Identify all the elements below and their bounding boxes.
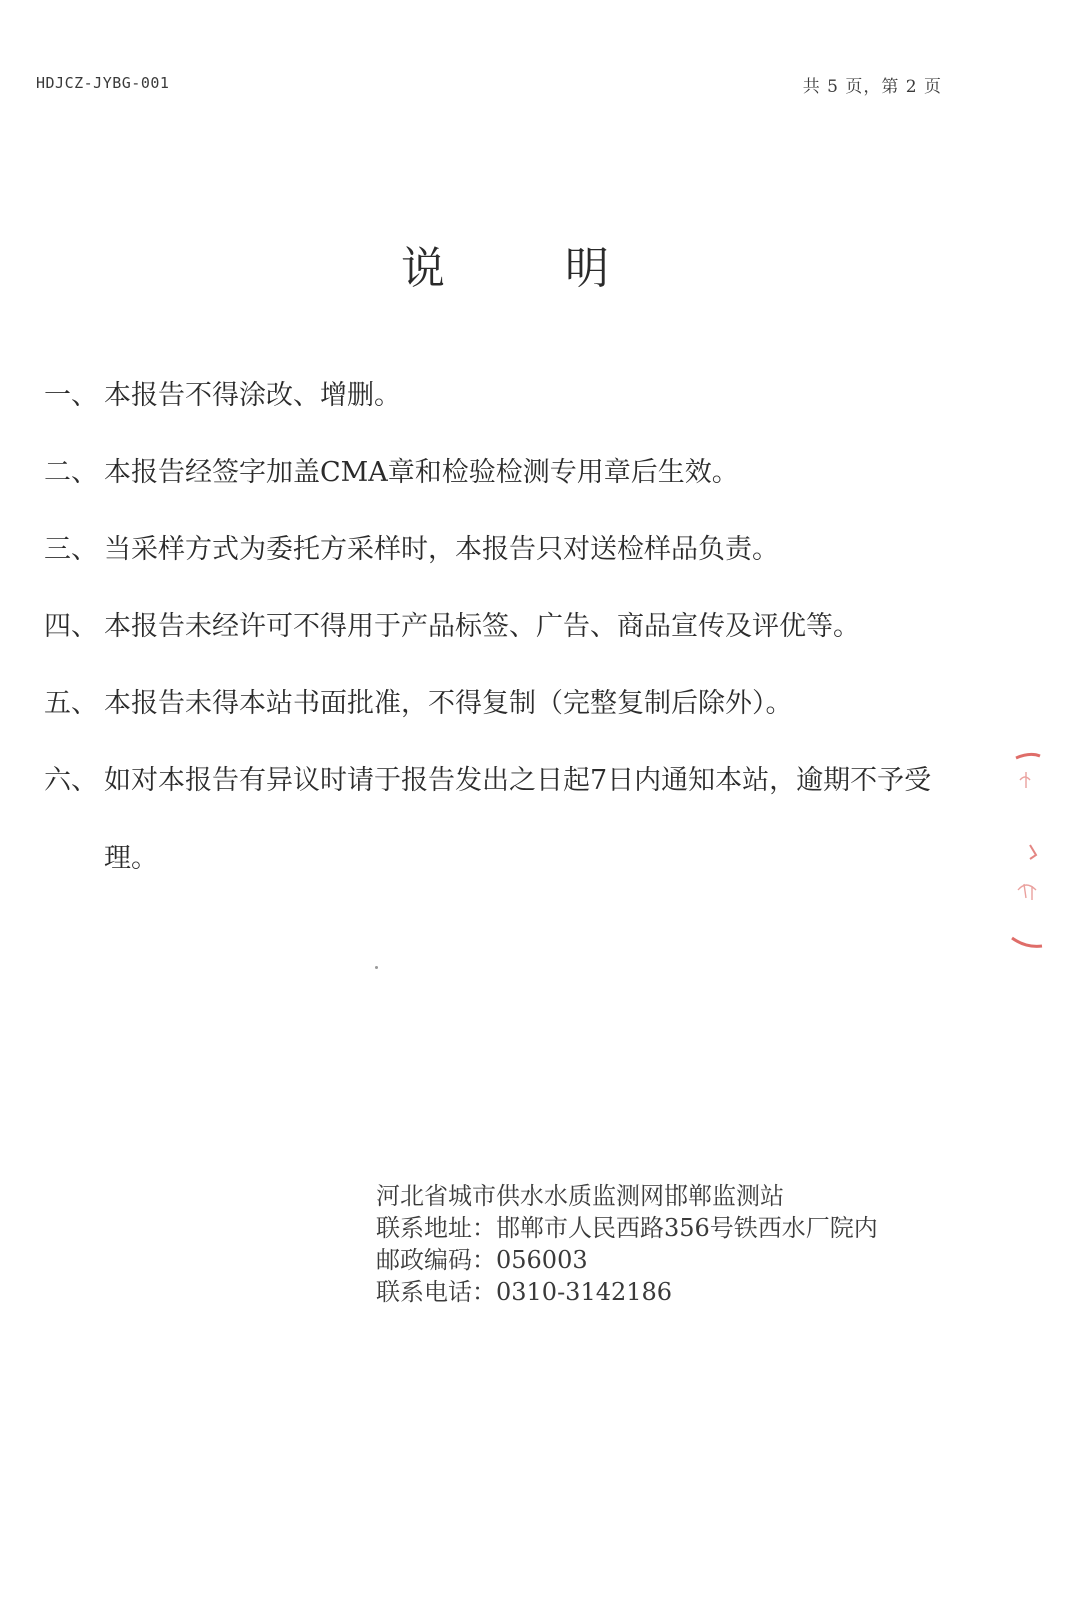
contact-block [376, 1180, 878, 1308]
contact-phone: 联系电话：0310-3142186 [376, 1278, 673, 1306]
clause-text: 本报告未得本站书面批准，不得复制（完整复制后除外）。 [104, 688, 793, 719]
clause-item [44, 377, 964, 415]
clause-text: 本报告不得涂改、增删。 [104, 380, 401, 411]
clause-list [44, 377, 964, 937]
clause-number: 三、 [44, 534, 98, 565]
document-code: HDJCZ-JYBG-001 [36, 74, 170, 92]
clause-text: 本报告未经许可不得用于产品标签、广告、商品宣传及评优等。 [104, 611, 860, 642]
red-stamp-fragment [1010, 750, 1044, 955]
clause-text: 本报告经签字加盖CMA章和检验检测专用章后生效。 [104, 457, 739, 488]
scan-speck [375, 966, 378, 969]
postal-code: 邮政编码：056003 [376, 1246, 588, 1274]
clause-text: 当采样方式为委托方采样时，本报告只对送检样品负责。 [104, 534, 779, 565]
clause-item [44, 762, 964, 898]
clause-item [44, 685, 964, 723]
organization-name: 河北省城市供水水质监测网邯郸监测站 [376, 1182, 784, 1210]
clause-number: 二、 [44, 457, 98, 488]
clause-text: 如对本报告有异议时请于报告发出之日起7日内通知本站，逾期不予受理。 [104, 765, 932, 874]
page-indicator: 共 5 页，第 2 页 [802, 77, 942, 97]
contact-address: 联系地址：邯郸市人民西路356号铁西水厂院内 [376, 1214, 878, 1242]
page-title: 说明 [401, 243, 729, 294]
clause-item [44, 608, 964, 646]
clause-number: 五、 [44, 688, 98, 719]
clause-number: 六、 [44, 765, 98, 796]
clause-number: 四、 [44, 611, 98, 642]
clause-item [44, 531, 964, 569]
clause-item [44, 454, 964, 492]
clause-number: 一、 [44, 380, 98, 411]
